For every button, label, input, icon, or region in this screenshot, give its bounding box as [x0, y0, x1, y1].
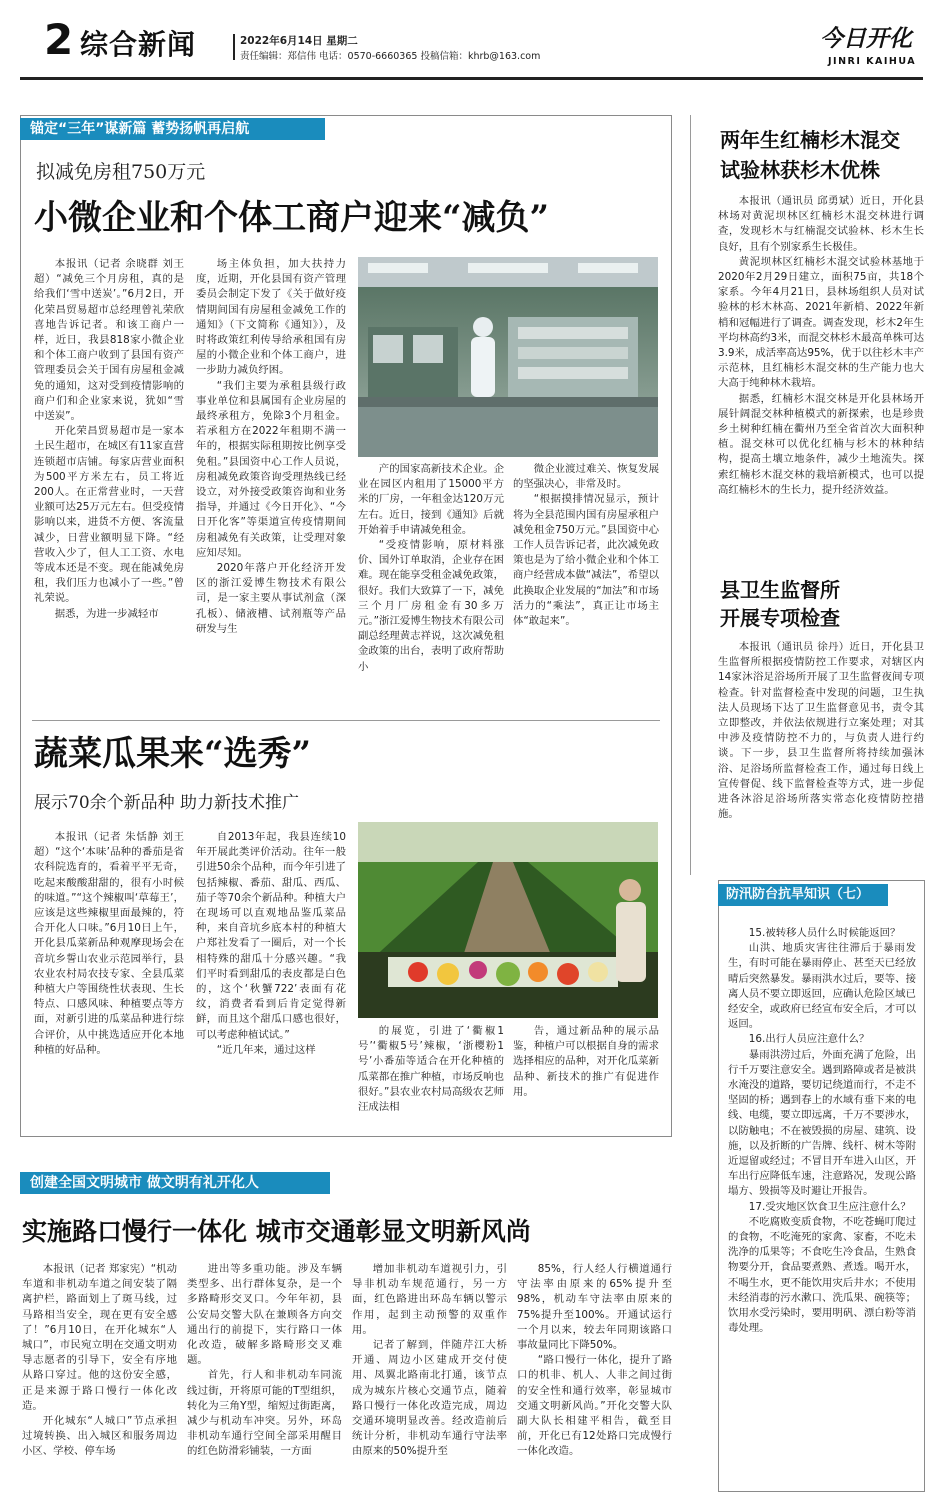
article1-col3: 产的国家高新技术企业。企业在园区内租用了15000平方米的厂房，一年租金达120万元左右。近日，接到《通知》后就开始着手申请减免租金。 “受疫情影响，原材料涨价、国外订单取消，企业存在困难。现在能享受租金减免政策，很好。我们大致算了一下，减免三个月厂房租金有30多万元。”浙江爱博生物技术有限公司副总经理黄志祥说，这次减免租金政策的出台，表明了政府帮助小: [358, 463, 504, 673]
article2-title: 蔬菜瓜果来“选秀”: [34, 734, 312, 774]
article2-col3: 的展览，引进了‘衢椒1号’‘衢椒5号’辣椒，‘浙樱粉1号’小番茄等适合在开化种植的瓜菜都在推广种植，市场反响也很好。”县农业农村局高级农艺师汪成法相: [358, 1025, 504, 1114]
article1-photo-lab: [358, 257, 658, 457]
side1-title-line1: 两年生红楠杉木混交: [720, 128, 900, 152]
date-line: 2022年6月14日 星期二: [240, 35, 358, 47]
top-banner: 锚定“三年”谋新篇 蓄势扬帆再启航: [20, 118, 325, 140]
editor-line: 责任编辑：郑信伟 电话：0570-6660365 投稿信箱：khrb@163.com: [240, 51, 541, 62]
masthead-divider: [233, 34, 235, 60]
article3-col4: 85%，行人经人行横道通行守法率由原来的65%提升至98%，机动车守法率由原来的75%提升至100%。开通试运行一个月以来，较去年同期该路口事故量同比下降50%。 “路口慢行一体化，提升了路口的机非、机人、人非之间过街的安全性和通行效率，彰显城市交通文明新风尚。”开化交警大队副大队长相建平相告，截至目前，开化已有12处路口完成慢行一体化改造。: [517, 1263, 672, 1458]
column-divider: [690, 115, 691, 875]
side3-q17: 17.受灾地区饮食卫生应注意什么？: [748, 1200, 911, 1213]
article2-subtitle: 展示70余个新品种 助力新技术推广: [34, 793, 300, 813]
article2-col1: 本报讯（记者 朱恬静 刘王超）“这个‘本味’品种的番茄是省农科院选育的，看着平平无奇，吃起来酸酸甜甜的，很有小时候的味道。”“这个辣椒叫‘草莓王’，应该是这些辣椒里面最辣的，符合开化人口味。”6月10日上午，开化县瓜菜新品种观摩现场会在音坑乡誓山农业示范园举行，县农业农村局农技专家、全县瓜菜种植大户等围绕性状表现、生长特点、口感风味、种植要点等方面，对新引进的瓜菜品种进行综合评价，从中挑选适应开化本地种植的好品种。: [34, 831, 184, 1056]
side2-title-line2: 开展专项检查: [720, 606, 840, 630]
article2-photo-greenhouse: [358, 822, 658, 1018]
side3-q16: 16.出行人员应注意什么？: [748, 1033, 870, 1046]
side3-banner: 防汛防台抗旱知识（七）: [718, 884, 888, 906]
article1-title: 小微企业和个体工商户迎来“减负”: [34, 198, 550, 238]
article3-col2: 进出等多重功能。涉及车辆类型多、出行群体复杂，是一个多路畸形交叉口。今年年初，县公安局交警大队在兼顾各方向交通出行的前提下，实行路口一体化改造，破解多路畸形交叉难题。 首先，行人和非机动车同流线过街，开将原可能的T型组织，转化为三角Y型，缩短过街距离，减少与机动车冲突。另外，环岛非机动车通行空间全部采用醒目的红色防滑彩铺装，一方面: [187, 1263, 342, 1458]
side1-title-line2: 试验林获杉木优株: [720, 158, 880, 182]
bottom-banner: 创建全国文明城市 做文明有礼开化人: [20, 1172, 330, 1194]
side3-a15: 山洪、地质灾害往往滞后于暴雨发生，有时可能在暴雨停止、甚至天已经放晴后突然暴发。暴雨洪水过后，要等、接离人员不要立即返回，应确认危险区域已经安全，或政府已经宣布安全后，才可以返回。: [728, 942, 916, 1031]
masthead: [0, 0, 943, 80]
article1-col4: 微企业渡过难关、恢复发展的坚强决心，非常及时。 “根据摸排情况显示，预计将为全县范围内国有房屋承租户减免租金750万元。”县国资中心工作人员告诉记者，此次减免政策也是为了给小微企业和个体工商户经营成本做“减法”，希望以此换取企业发展的“加法”和市场活力的“乘法”，真正让市场主体“敢起来”。: [513, 463, 659, 628]
article2-col2: 自2013年起，我县连续10年开展此类评价活动。往年一般引进50余个品种，而今年引进了包括辣椒、番茄、甜瓜、西瓜、茄子等70余个新品种。种植大户在现场可以直观地品鉴瓜菜品种，来自音坑乡底本村的种植大户郑社发看了一圈后，对一个长相特殊的甜瓜十分感兴趣。“我们平时看到甜瓜的表皮都是白色的，这个‘秋蟹722’表面有花纹，消费者看到后肯定觉得新鲜，而且这个甜瓜口感也很好，可以考虑种植试试。” “近几年来，通过这样: [196, 831, 346, 1056]
masthead-logo-pinyin: JINRI KAIHUA: [828, 56, 917, 67]
side1-body: 本报讯（通讯员 邱勇斌）近日，开化县林场对黄泥坝林区红楠杉木混交林进行调查，发现杉木与红楠混交试验林、杉木生长良好，且有个别家系生长极佳。 黄泥坝林区红楠杉木混交试验林基地于2020年2月29日建立，面积75亩，共18个家系。今年4月21日，县林场组织人员对试验林的杉木林高、2021年新梢、2022年新梢和冠幅进行了调查。调查发现，杉木2年生平均林高约3米，而混交林杉木最高单株可达3.9米，成活率高达95%，优于以往杉木丰产示范林，且红楠杉木混交林的生产能力也大大高于纯种林木栽培。 据悉，红楠杉木混交林是开化县林场开展针阔混交林种植模式的新探索，也是珍贵乡土树种红楠在衢州乃至全省首次大面积种植。混交林可以优化红楠与杉木的林种结构，提高土壤立地条件，减少土地流失。探索红楠杉木混交林的栽培新模式，也可以提高红楠杉木的生长力，提升经济效益。: [718, 195, 924, 496]
article3-title: 实施路口慢行一体化 城市交通彰显文明新风尚: [22, 1217, 531, 1246]
article1-col1: 本报讯（记者 余晓群 刘王超）“减免三个月房租，真的是给我们‘雪中送炭’。”6月2日，开化荣昌贸易超市总经理曾礼荣欣喜地告诉记者。和该工商户一样，近日，我县818家小微企业和个体工商户收到了县国有资产管理委员会关于国有房屋租金减免的通知，这对受到疫情影响的商户们和企业家来说，犹如“雪中送炭”。 开化荣昌贸易超市是一家本土民生超市，在城区有11家直营连锁超市店铺。每家店营业面积为500平方米左右，员工将近200人。在正常营业时，一天营业额可达25万元左右。但受疫情影响以来，进货不方便、客流量减少，日营业额明显下降。“经营收入少了，但人工工资、水电等成本还是不变。现在能减免房租，我们压力也减小了一些。”曾礼荣说。 据悉，为进一步减轻市: [34, 258, 184, 620]
article-divider: [32, 720, 660, 721]
side3-a16: 暴雨洪涝过后，外面充满了危险，出行千万要注意安全。遇到路障或者是被洪水淹没的道路，要切记绕道而行，不走不坚固的桥；遇到春上的水域有垂下来的电线、电缆，要立即远离，千万不要涉水，以防触电；不在被毁损的房屋、建筑、设施，以及折断的广告牌、线杆、树木等附近逗留或经过；不冒目开车进入山区，开车出行应降低车速，注意路况，发现公路塌方、毁损等及时避让开报告。: [728, 1048, 916, 1198]
side3-q15: 15.被转移人员什么时候能返回？: [748, 927, 901, 939]
masthead-logo: 今日开化: [820, 25, 912, 52]
article1-col2: 场主体负担，加大扶持力度，近期，开化县国有资产管理委员会制定下发了《关于做好疫情期间国有房屋租金减免工作的通知》（下文简称《通知》），及时将政策红利传导给承租国有房屋的小微企业和个体工商户，进一步助力减负纾困。 “我们主要为承租县级行政事业单位和县属国有企业房屋的最终承租方，免除3个月租金。若承租方在2022年租期不满一年的，根据实际租期按比例享受免租。”县国资中心工作人员说，房租减免政策咨询受理热线已经设立，对外接受政策咨询和业务指导，并通过《今日开化》、“今日开化客”等渠道宣传疫情期间房租减免有关政策，让受理对象应知尽知。 2020年落户开化经济开发区的浙江爱博生物技术有限公司，是一家主要从事试剂盒（深孔板）、储液槽、试剂瓶等产品研发与生: [196, 258, 346, 635]
side2-body: 本报讯（通讯员 徐丹）近日，开化县卫生监督所根据疫情防控工作要求，对辖区内14家沐浴足浴场所开展了卫生监督夜间专项检查。针对监督检查中发现的问题，卫生执法人员现场下达了卫生监督意见书，责令其立即整改，并依法依规进行立案处理；对其中涉及疫情防控不力的，与负责人进行约谈。下一步，县卫生监督所将持续加强沐浴、足浴场所监督检查工作，通过每日线上宣传督促、线下监督检查等方式，进一步促进各沐浴足浴场所落实常态化疫情防控措施。: [718, 641, 924, 821]
side3-a17: 不吃腐败变质食物，不吃苍蝇叮爬过的食物，不吃淹死的家禽、家畜，不吃未洗净的瓜果等；不食吃生冷食品，生熟食物要分开，食品要煮熟、煮透。喝开水，不喝生水，更不能饮用灾后井水；不使用未经消毒的污水漱口、洗瓜果、碗筷等；饮用水受污染时，要用明矾、漂白粉等消毒处理。: [728, 1215, 916, 1335]
article3-col1: 本报讯（记者 郑家宪）“机动车道和非机动车道之间安装了隔离护栏，路面划上了斑马线，过马路相当安全，现在更有安全感了！”6月10日，在开化城东“人城口”，市民宛立明在交通文明劝导志愿者的引导下，安全有序地从路口穿过。他的这份安全感，正是来源于路口慢行一体化改造。 开化城东“人城口”节点承担过境转换、出入城区和服务周边小区、学校、停车场: [22, 1263, 177, 1458]
article3-col3: 增加非机动车道视引力，引导非机动车规范通行，另一方面，红色路进出环岛车辆以警示作用，起到主动预警的双重作用。 记者了解到，伴随芹江大桥开通、周边小区建成开交付使用、凤翼北路南北打通，该节点成为城东片核心交通节点，随着路口慢行一体化改造完成，周边交通环境明显改善。经改造前后统计分析，非机动车通行守法率由原来的50%提升至: [352, 1263, 507, 1458]
page-number: 2: [44, 15, 74, 64]
side3-body: [728, 926, 916, 1486]
article1-subtitle: 拟减免房租750万元: [36, 161, 206, 183]
section-title: 综合新闻: [80, 28, 197, 61]
article2-col4: 告，通过新品种的展示品鉴，种植户可以根据自身的需求选择相应的品种，对开化瓜菜新品种、新技术的推广有促进作用。: [513, 1025, 659, 1098]
masthead-rule: [20, 77, 923, 80]
side2-title-line1: 县卫生监督所: [720, 578, 840, 602]
